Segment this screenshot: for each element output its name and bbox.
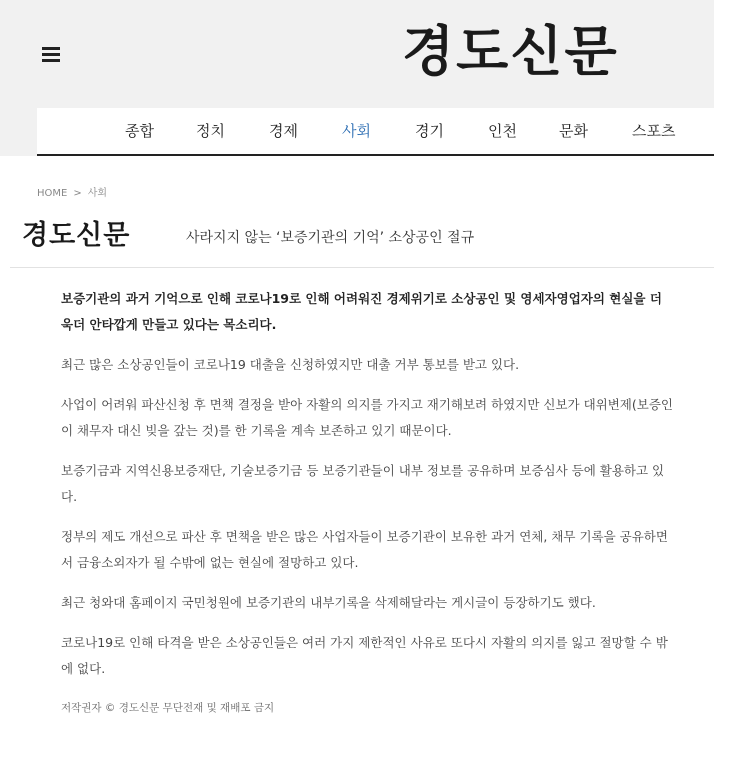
article-body — [61, 286, 673, 696]
article-paragraph: 보증기금과 지역신용보증재단, 기술보증기금 등 보증기관들이 내부 정보를 공유하며 보증심사 등에 활용하고 있다. — [61, 463, 665, 504]
nav-item-sports[interactable]: 스포츠 — [632, 122, 676, 140]
breadcrumb — [37, 184, 107, 199]
nav-item-culture[interactable]: 문화 — [559, 122, 588, 140]
hamburger-menu-icon[interactable] — [40, 44, 62, 66]
article-paragraph: 정부의 제도 개선으로 파산 후 면책을 받은 많은 사업자들이 보증기관이 보유한 과거 연체, 채무 기록을 공유하면서 금융소외자가 될 수밖에 없는 현실에 절망하고 있다. — [61, 529, 668, 570]
nav-item-society[interactable]: 사회 — [342, 122, 371, 140]
article-paragraph: 최근 청와대 홈페이지 국민청원에 보증기관의 내부기록을 삭제해달라는 게시글이 등장하기도 했다. — [61, 595, 596, 610]
article-paragraph: 코로나19로 인해 타격을 받은 소상공인들은 여러 가지 제한적인 사유로 또다시 자활의 의지를 잃고 절망할 수 밖에 없다. — [61, 635, 668, 676]
nav-item-general[interactable]: 종합 — [125, 122, 154, 140]
breadcrumb-current[interactable]: 사회 — [87, 188, 108, 199]
copyright-notice: 저작권자 © 경도신문 무단전재 및 재배포 금지 — [61, 702, 275, 714]
breadcrumb-home[interactable]: HOME — [37, 188, 68, 199]
site-logo[interactable]: 경도신문 — [402, 19, 619, 83]
nav-item-politics[interactable]: 정치 — [196, 122, 225, 140]
nav-item-incheon[interactable]: 인천 — [488, 122, 517, 140]
article-paragraph: 최근 많은 소상공인들이 코로나19 대출을 신청하였지만 대출 거부 통보를 받고 있다. — [61, 357, 520, 372]
nav-item-gyeonggi[interactable]: 경기 — [415, 122, 444, 140]
article-lead: 보증기관의 과거 기억으로 인해 코로나19로 인해 어려워진 경제위기로 소상공인 및 영세자영업자의 현실을 더욱더 안타깝게 만들고 있다는 목소리다. — [61, 291, 662, 332]
article-headline: 사라지지 않는 ‘보증기관의 기억’ 소상공인 절규 — [186, 230, 475, 246]
article-header — [10, 212, 714, 268]
main-nav — [37, 108, 714, 156]
article-logo: 경도신문 — [22, 220, 131, 251]
nav-item-economy[interactable]: 경제 — [269, 122, 298, 140]
breadcrumb-separator-icon: > — [73, 188, 82, 199]
article-paragraph: 사업이 어려워 파산신청 후 면책 결정을 받아 자활의 의지를 가지고 재기해보려 하였지만 신보가 대위변제(보증인이 채무자 대신 빚을 갚는 것)를 한 기록을 계속 보존하고 있기 때문이다. — [61, 397, 673, 438]
